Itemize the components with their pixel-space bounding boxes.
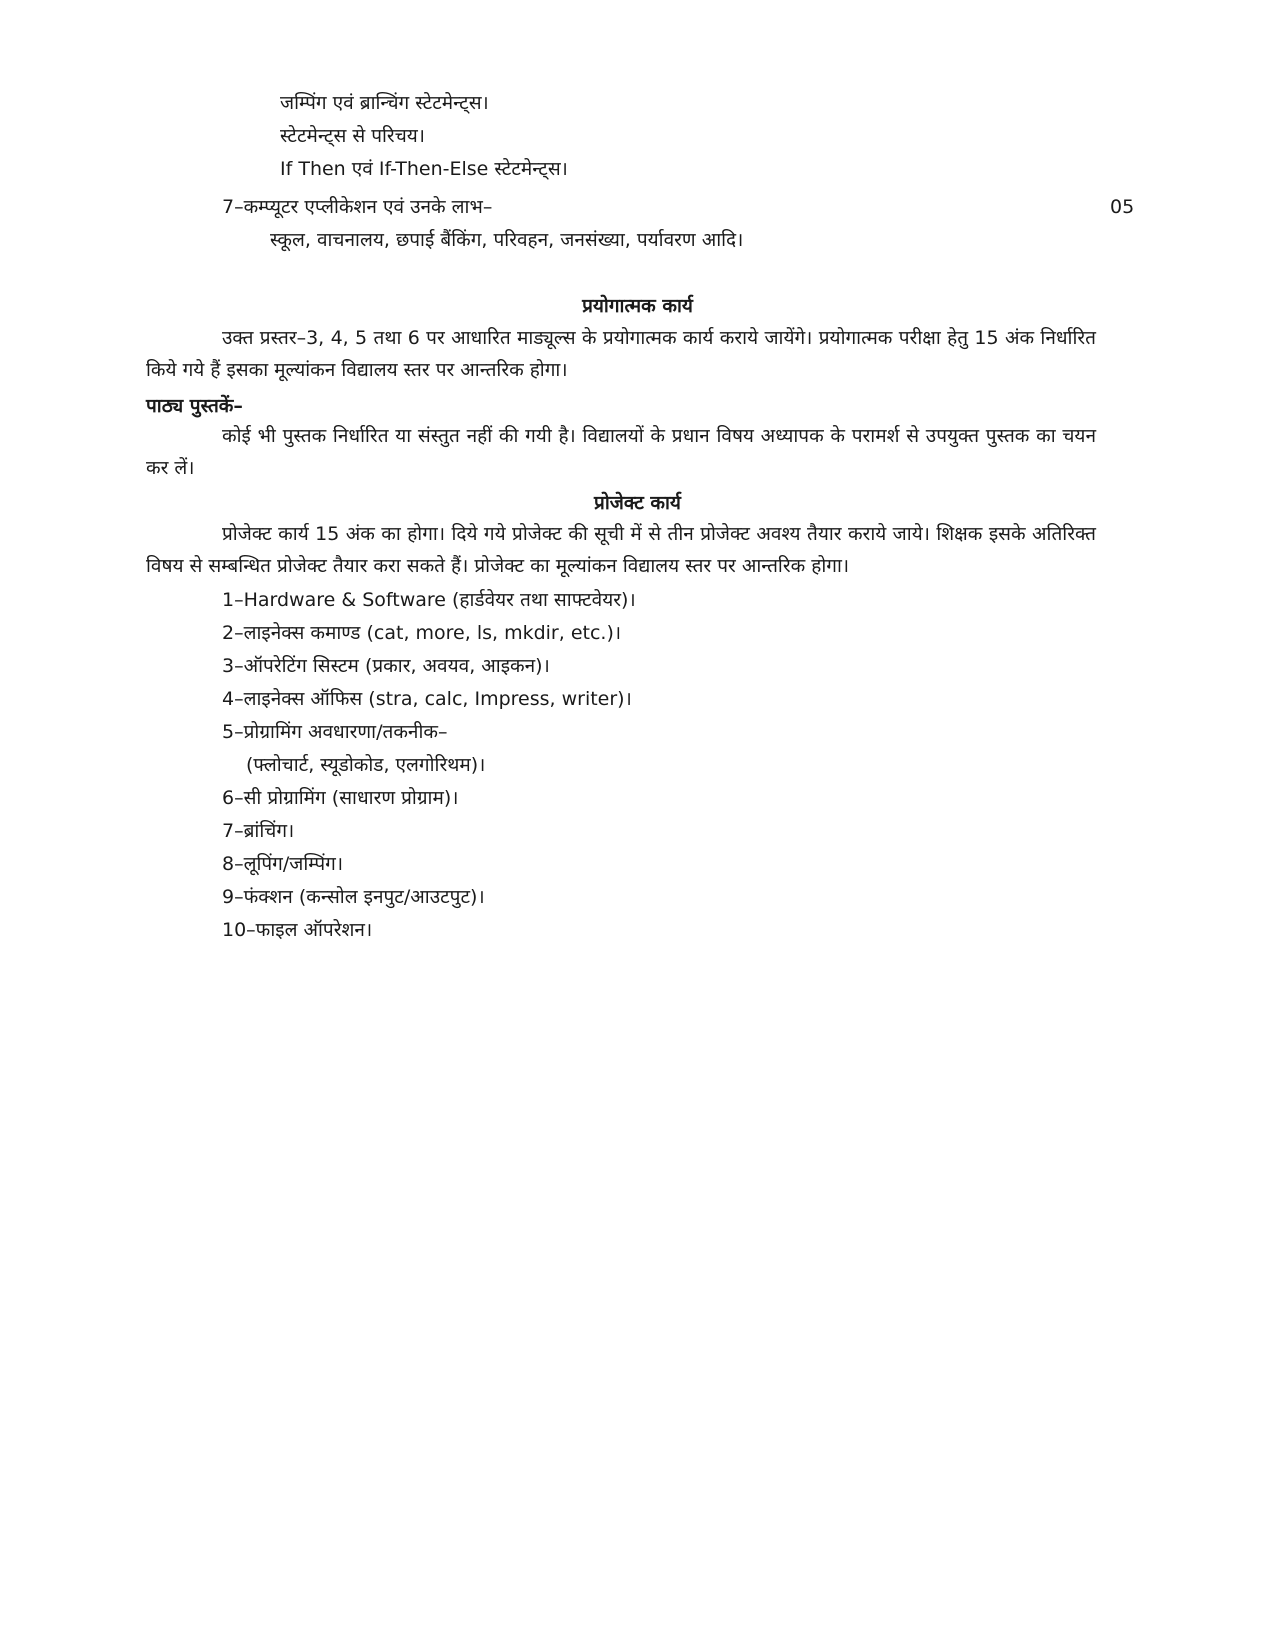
list-item-continuation: (फ्लोचार्ट, स्यूडोकोड, एलगोरिथम)। — [246, 754, 486, 776]
list-item: 9–फंक्शन (कन्सोल इनपुट/आउटपुट)। — [222, 886, 485, 908]
list-item: 10–फाइल ऑपरेशन। — [222, 919, 373, 941]
topic-line: जम्पिंग एवं ब्रान्चिंग स्टेटमेन्ट्स। — [280, 92, 489, 114]
unit-details: स्कूल, वाचनालय, छपाई बैंकिंग, परिवहन, जनसंख्या, पर्यावरण आदि। — [270, 229, 744, 251]
unit-marks: 05 — [1110, 196, 1135, 218]
list-item: 3–ऑपरेटिंग सिस्टम (प्रकार, अवयव, आइकन)। — [222, 655, 550, 677]
paragraph: प्रोजेक्ट कार्य 15 अंक का होगा। दिये गये प्रोजेक्ट की सूची में से तीन प्रोजेक्ट अवश्य तैयार कराये जाये। शिक्षक इसके अतिरिक्त विषय से सम्बन्धित प्रोजेक्ट तैयार करा सकते हैं। प्रोजेक्ट का मूल्यांकन विद्यालय स्तर पर आन्तरिक होगा। — [146, 523, 1096, 577]
list-item: 7–ब्रांचिंग। — [222, 820, 295, 842]
list-item: 1–Hardware & Software (हार्डवेयर तथा साफ्टवेयर)। — [222, 589, 636, 611]
topic-line: स्टेटमेन्ट्स से परिचय। — [280, 125, 425, 147]
section-heading: प्रयोगात्मक कार्य — [582, 295, 693, 317]
topic-line: If Then एवं If-Then-Else स्टेटमेन्ट्स। — [280, 158, 568, 180]
unit-title: 7–कम्प्यूटर एप्लीकेशन एवं उनके लाभ– — [222, 196, 493, 218]
list-item: 8–लूपिंग/जम्पिंग। — [222, 853, 344, 875]
paragraph: उक्त प्रस्तर–3, 4, 5 तथा 6 पर आधारित माड्यूल्स के प्रयोगात्मक कार्य कराये जायेंगे। प्रयोगात्मक परीक्षा हेतु 15 अंक निर्धारित किये गये हैं इसका मूल्यांकन विद्यालय स्तर पर आन्तरिक होगा। — [146, 327, 1096, 381]
list-item: 5–प्रोग्रामिंग अवधारणा/तकनीक– — [222, 721, 448, 743]
section-heading: प्रोजेक्ट कार्य — [594, 492, 681, 514]
paragraph: कोई भी पुस्तक निर्धारित या संस्तुत नहीं की गयी है। विद्यालयों के प्रधान विषय अध्यापक के परामर्श से उपयुक्त पुस्तक का चयन कर लें। — [146, 425, 1096, 479]
section-heading: पाठ्य पुस्तकें– — [146, 395, 243, 417]
list-item: 2–लाइनेक्स कमाण्ड (cat, more, ls, mkdir, etc.)। — [222, 622, 622, 644]
list-item: 4–लाइनेक्स ऑफिस (stra, calc, Impress, writer)। — [222, 688, 632, 710]
list-item: 6–सी प्रोग्रामिंग (साधारण प्रोग्राम)। — [222, 787, 459, 809]
